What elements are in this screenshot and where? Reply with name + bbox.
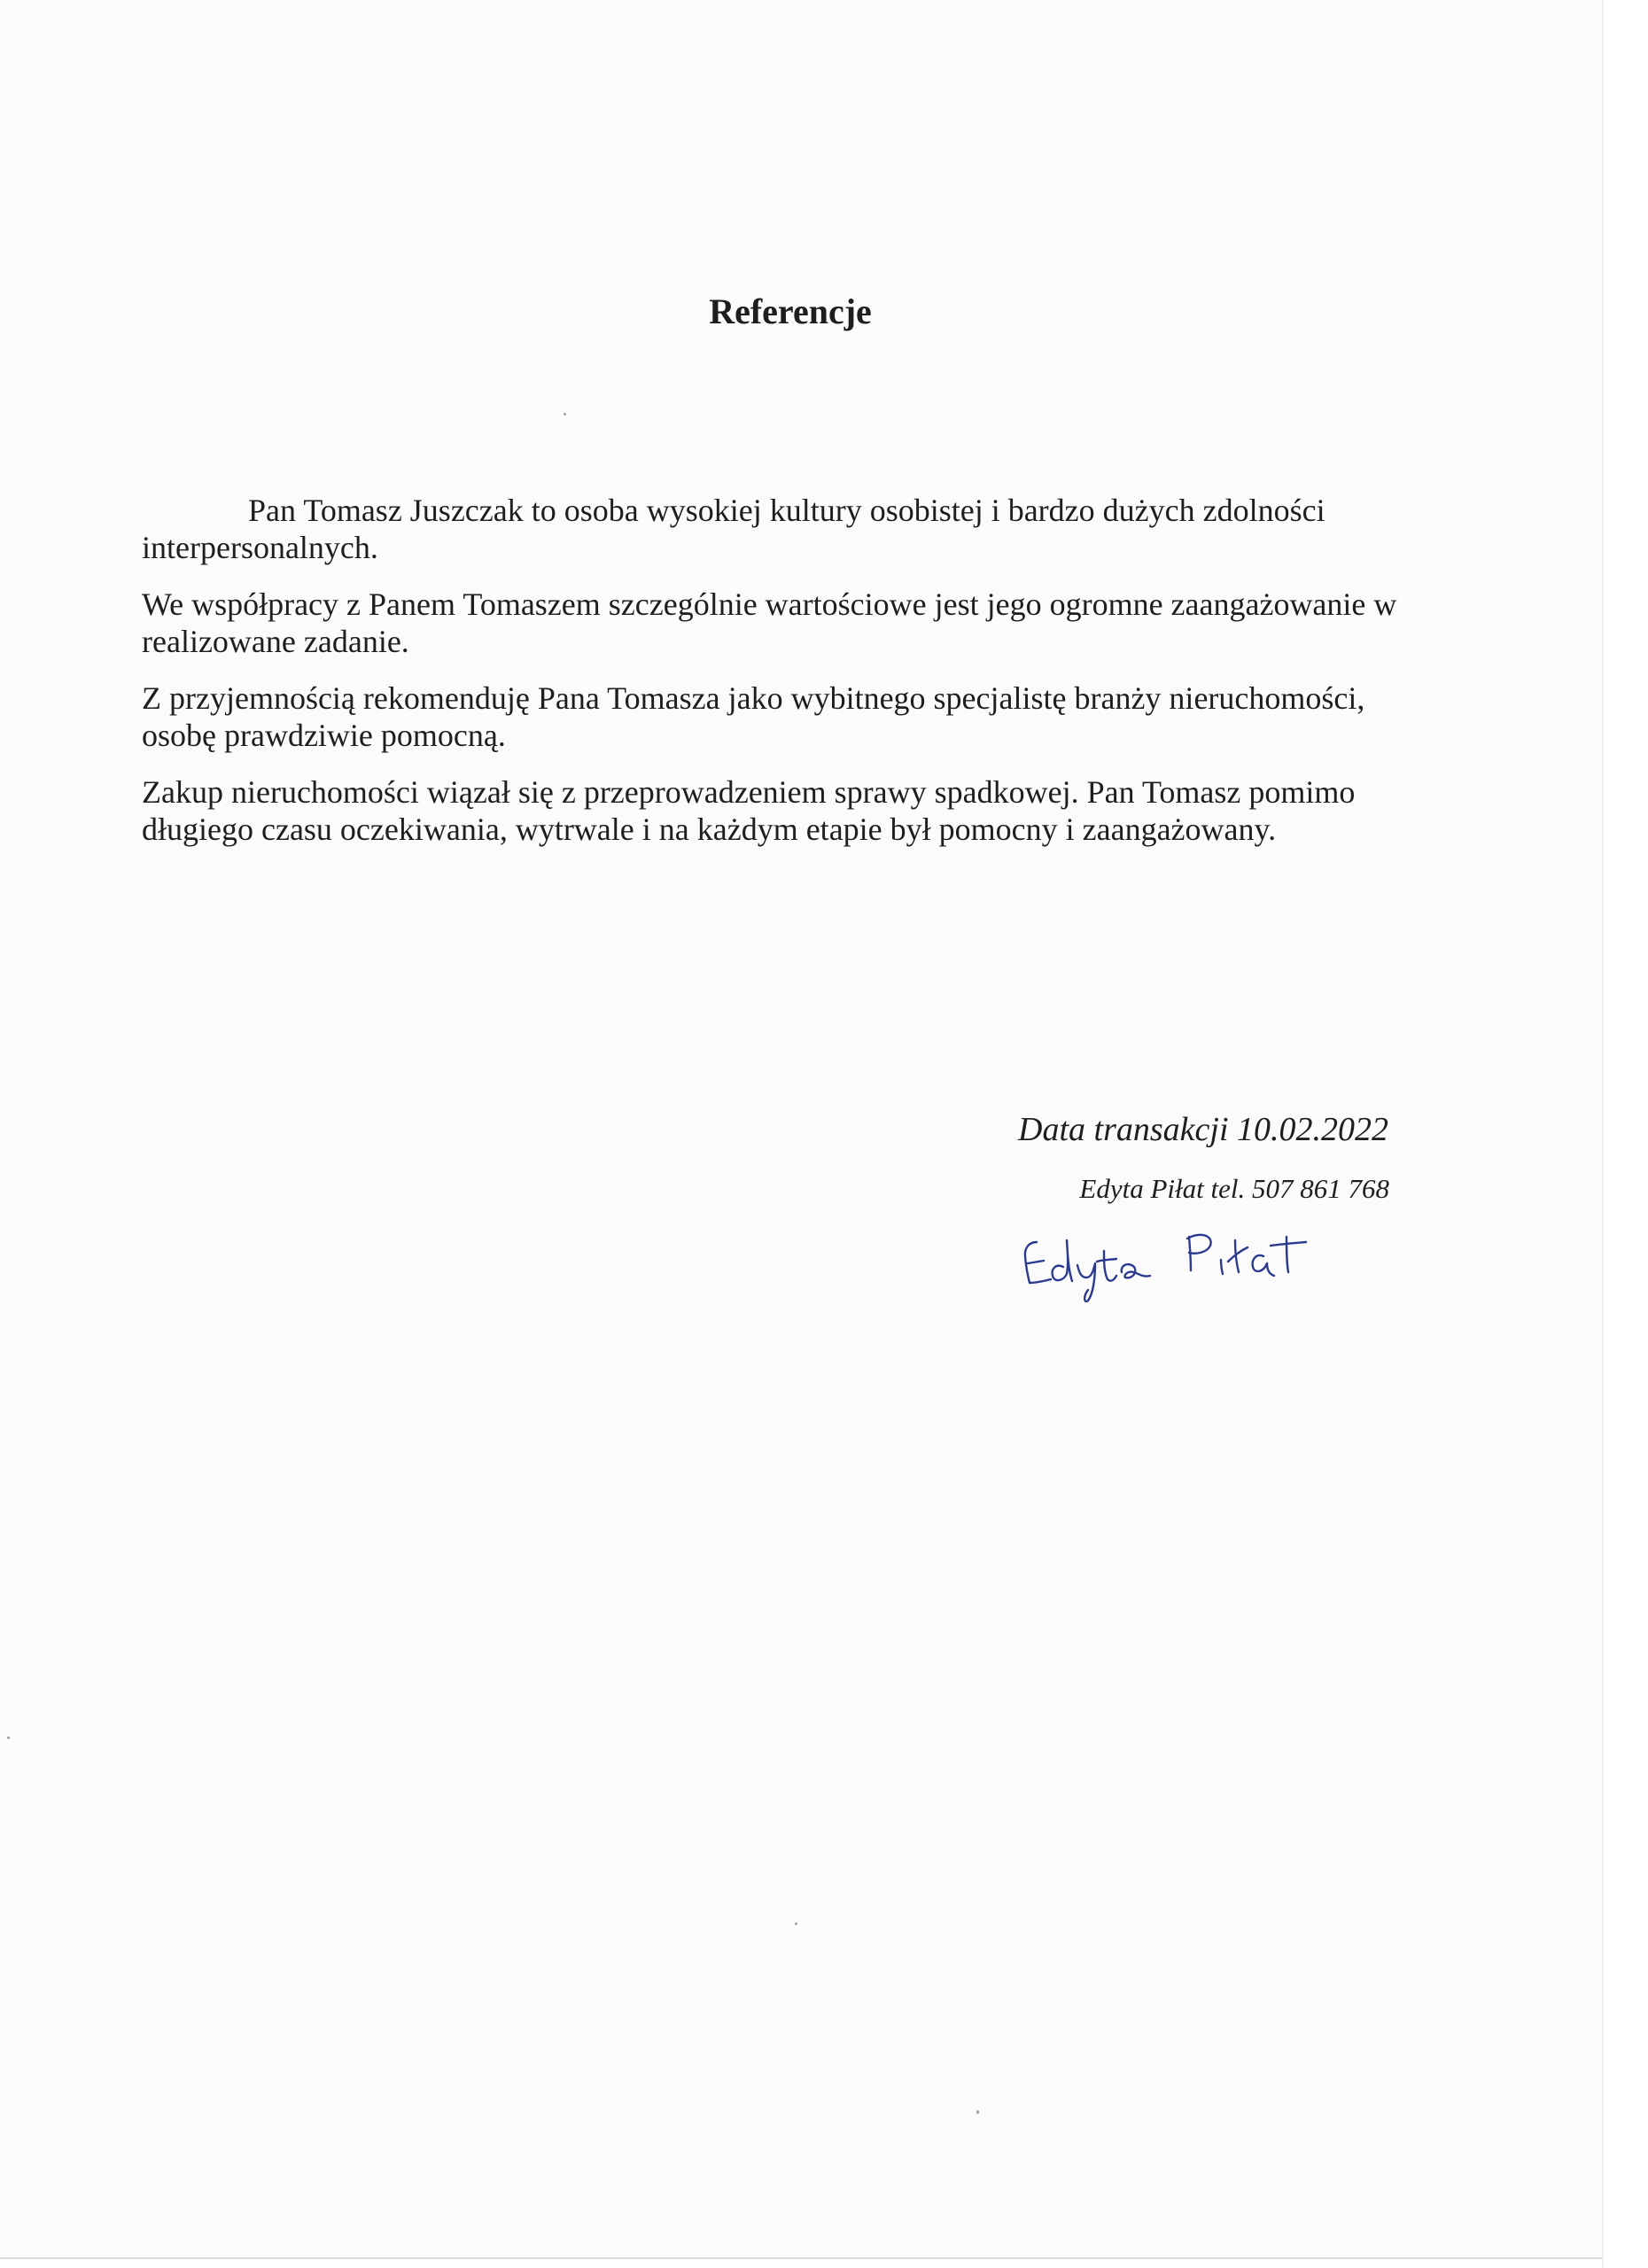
- document-body: [142, 492, 1435, 867]
- paragraph-4: Zakup nieruchomości wiązał się z przeprowadzeniem sprawy spadkowej. Pan Tomasz pomimo długiego czasu oczekiwania, wytrwale i na każdym etapie był pomocny i zaangażowany.: [142, 774, 1356, 847]
- scan-right-edge: [1602, 0, 1648, 2268]
- paragraph-3: Z przyjemnością rekomenduję Pana Tomasza jako wybitnego specjalistę branży nieruchomości, osobę prawdziwie pomocną.: [142, 680, 1365, 753]
- scan-speck: [976, 2110, 979, 2114]
- scan-speck: [795, 1922, 797, 1925]
- transaction-date: Data transakcji 10.02.2022: [1018, 1111, 1388, 1148]
- scan-speck: [7, 1736, 10, 1739]
- handwritten-signature: [1017, 1205, 1310, 1302]
- paragraph-2: We współpracy z Panem Tomaszem szczególnie wartościowe jest jego ogromne zaangażowanie w realizowane zadanie.: [142, 586, 1397, 659]
- document-title: Referencje: [709, 291, 872, 331]
- scan-speck: [564, 413, 566, 416]
- author-contact: Edyta Piłat tel. 507 861 768: [1079, 1173, 1389, 1204]
- scan-bottom-edge: [0, 2257, 1602, 2268]
- paragraph-1: Pan Tomasz Juszczak to osoba wysokiej kultury osobistej i bardzo dużych zdolności interpersonalnych.: [142, 493, 1325, 565]
